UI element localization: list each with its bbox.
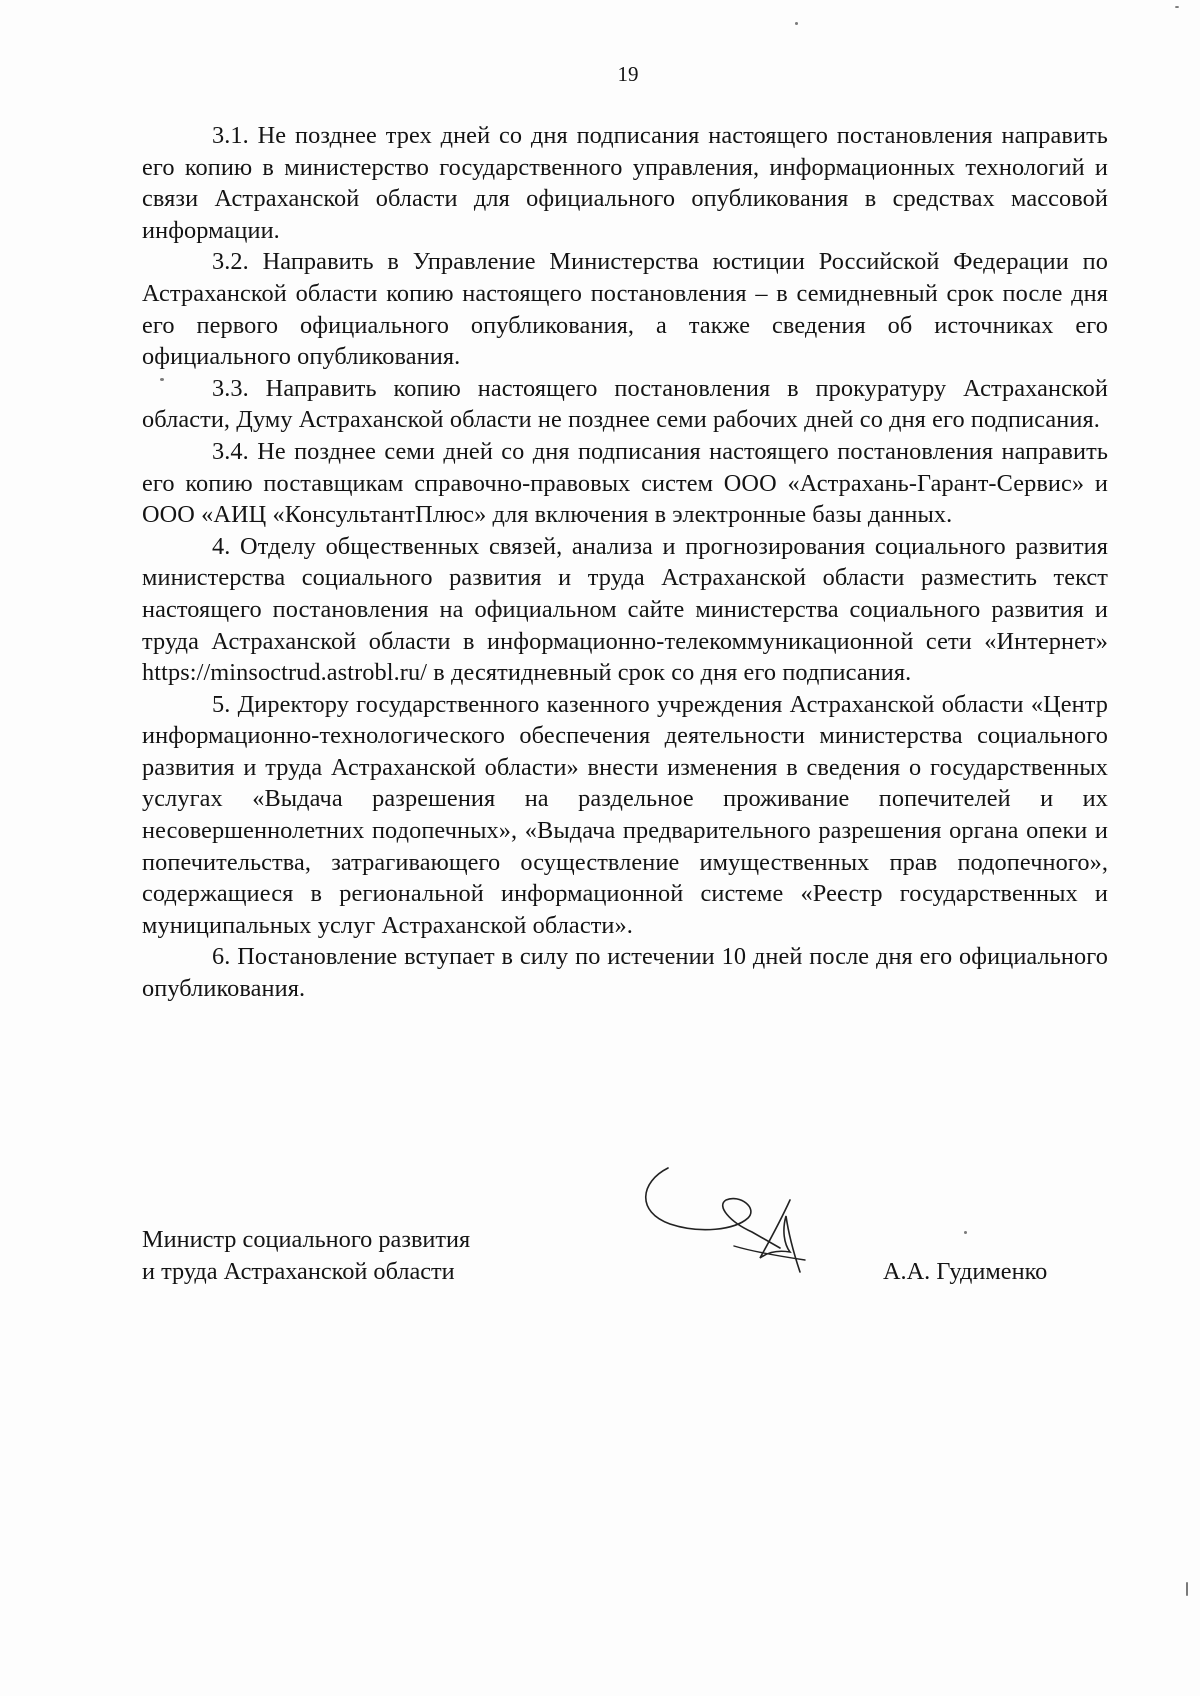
scan-speck — [1186, 1582, 1188, 1596]
signatory-position-line2: и труда Астраханской области — [142, 1257, 455, 1285]
signatory-position — [142, 1224, 470, 1287]
scan-speck — [964, 1231, 967, 1234]
paragraph-5: 5. Директору государственного казенного учреждения Астраханской области «Центр информационно-технологического обеспечения деятельности министерства социального развития и труда Астраханской области» внести изменения в сведения о государственных услугах «Выдача разрешения на раздельное проживание попечителей и их несовершеннолетних подопечных», «Выдача предварительного разрешения органа опеки и попечительства, затрагивающего осуществление имущественных прав подопечного», содержащиеся в региональной информационной системе «Реестр государственных и муниципальных услуг Астраханской области». — [142, 690, 1108, 939]
signatory-name: А.А. Гудименко — [883, 1258, 1048, 1285]
paragraph-6: 6. Постановление вступает в силу по истечении 10 дней после дня его официального опубликования. — [142, 943, 1108, 1003]
paragraph-3-3: 3.3. Направить копию настоящего постановления в прокуратуру Астраханской области, Думу Астраханской области не позднее семи рабочих дней со дня его подписания. — [142, 374, 1108, 434]
scan-speck — [160, 378, 164, 381]
paragraph-3-2: 3.2. Направить в Управление Министерства юстиции Российской Федерации по Астраханской области копию настоящего постановления – в семидневный срок после дня его первого официального опубликования, а также сведения об источниках его официального опубликования. — [142, 248, 1108, 371]
page-number: 19 — [617, 62, 639, 86]
signatory-position-line1: Министр социального развития — [142, 1226, 471, 1253]
paragraph-3-1: 3.1. Не позднее трех дней со дня подписания настоящего постановления направить его копию в министерство государственного управления, информационных технологий и связи Астраханской области для официального опубликования в средствах массовой информации. — [142, 122, 1108, 244]
scan-speck — [1175, 6, 1179, 8]
document-body — [142, 120, 1108, 1005]
paragraph-3-4: 3.4. Не позднее семи дней со дня подписания настоящего постановления направить его копию поставщикам справочно-правовых систем ООО «Астрахань-Гарант-Сервис» и ООО «АИЦ «КонсультантПлюс» для включения в электронные базы данных. — [142, 437, 1108, 529]
handwritten-signature — [630, 1160, 820, 1280]
paragraph-4: 4. Отделу общественных связей, анализа и прогнозирования социального развития министерства социального развития и труда Астраханской области разместить текст настоящего постановления на официальном сайте министерства социального развития и труда Астраханской области в информационно-телекоммуникационной сети «Интернет» https://minsoctrud.astrobl.ru/ в десятидневный срок со дня его подписания. — [142, 532, 1108, 687]
scan-speck — [795, 22, 798, 25]
